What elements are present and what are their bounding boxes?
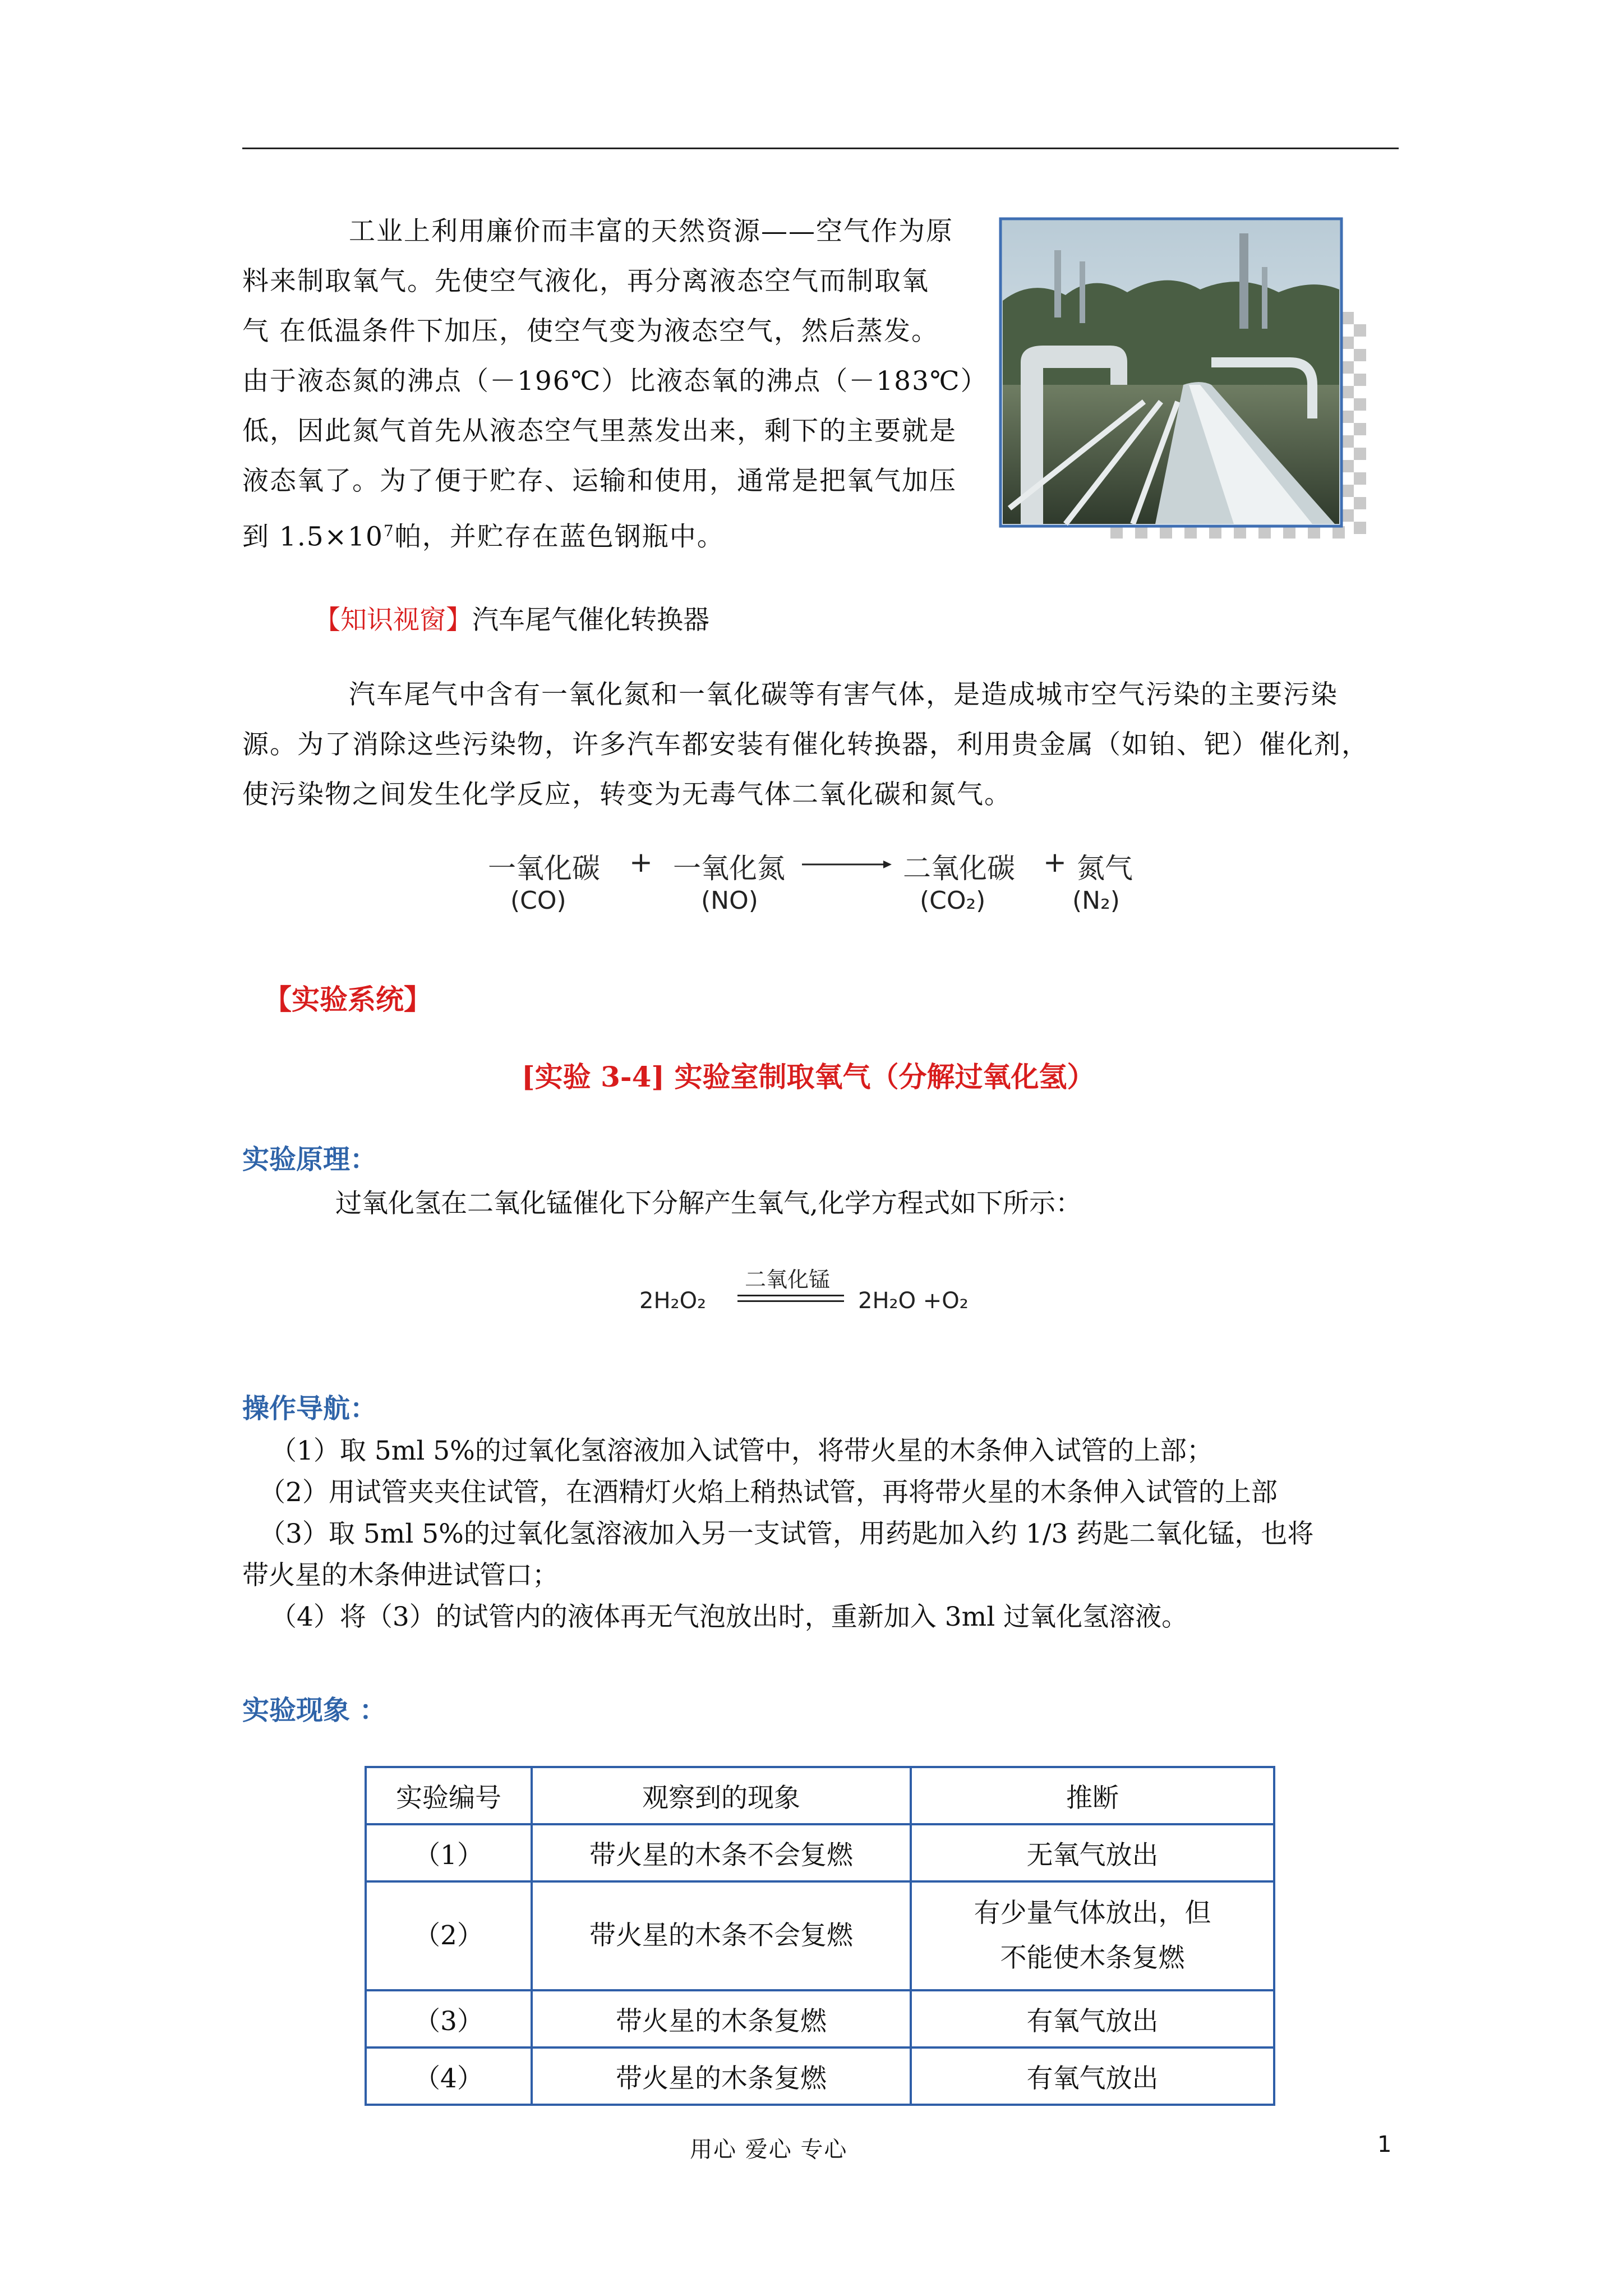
intro-line: 由于液态氮的沸点（－196℃）比液态氧的沸点（－183℃）: [242, 366, 988, 397]
column-header: 实验编号: [366, 1767, 532, 1824]
section-title: 【实验系统】: [264, 983, 432, 1016]
no-formula: (NO): [701, 886, 758, 915]
co-formula: (CO): [510, 886, 566, 915]
experiment-title: [实验 3-4] 实验室制取氧气（分解过氧化氢）: [522, 1060, 1095, 1093]
operation-step: （3）取 5ml 5%的过氧化氢溶液加入另一支试管，用药匙加入约 1/3 药匙二氧化锰，也将: [259, 1519, 1314, 1549]
intro-line: 低，因此氮气首先从液态空气里蒸发出来，剩下的主要就是: [242, 416, 957, 447]
intro-last-line: [242, 506, 983, 562]
cell-id: （1）: [366, 1824, 532, 1881]
principle-heading: 实验原理：: [242, 1144, 377, 1175]
equals-bar-bottom: [737, 1300, 844, 1302]
column-header: 观察到的现象: [532, 1767, 911, 1824]
reaction-arrow: [802, 856, 892, 873]
table-row: [366, 1881, 1274, 1990]
cell-observation: 带火星的木条复燃: [532, 1990, 911, 2047]
cell-inference: 无氧气放出: [911, 1824, 1274, 1881]
knowledge-window-tag: 【知识视窗】: [314, 605, 472, 636]
cell-observation: 带火星的木条复燃: [532, 2047, 911, 2105]
co-name: 一氧化碳: [488, 852, 600, 885]
intro-line: 工业上利用廉价而丰富的天然资源——空气作为原: [349, 216, 953, 247]
equals-bar-top: [737, 1295, 844, 1296]
paragraph-line: 源。为了消除这些污染物，许多汽车都安装有催化转换器，利用贵金属（如铂、钯）催化剂，: [242, 729, 1369, 760]
co2-formula: (CO₂): [920, 886, 986, 915]
plus-sign: +: [629, 846, 653, 878]
decomposition-equation: [639, 1262, 998, 1318]
oxygen-plant-photo: [998, 217, 1368, 542]
intro-line: 气 在低温条件下加压，使空气变为液态空气，然后蒸发。: [242, 316, 939, 347]
cell-inference: 有氧气放出: [911, 2047, 1274, 2105]
results-table: [365, 1766, 1275, 2106]
intro-line: 料来制取氧气。先使空气液化，再分离液态空气而制取氧: [242, 266, 929, 297]
paragraph-line: 使污染物之间发生化学反应，转变为无毒气体二氧化碳和氮气。: [242, 779, 1012, 810]
intro-last-suffix: 帕，并贮存在蓝色钢瓶中。: [394, 521, 725, 553]
catalytic-converter-paragraph: [242, 670, 1399, 820]
operation-step-continuation: 带火星的木条伸进试管口；: [242, 1560, 559, 1591]
intro-last-prefix: 到 1.5×10: [242, 521, 384, 553]
reactant: 2H₂O₂: [639, 1288, 707, 1314]
operation-step: （1）取 5ml 5%的过氧化氢溶液加入试管中，将带火星的木条伸入试管的上部；: [270, 1435, 1213, 1466]
intro-paragraph: [242, 206, 988, 562]
cell-observation: 带火星的木条不会复燃: [532, 1881, 911, 1990]
table-row: [366, 1990, 1274, 2047]
operations-list: [242, 1430, 1399, 1638]
column-header: 推断: [911, 1767, 1274, 1824]
no-name: 一氧化氮: [673, 852, 785, 885]
operation-step: （2）用试管夹夹住试管，在酒精灯火焰上稍热试管，再将带火星的木条伸入试管的上部: [259, 1477, 1278, 1508]
cell-id: （2）: [366, 1881, 532, 1990]
table-row: [366, 1824, 1274, 1881]
page-number: 1: [1377, 2132, 1392, 2157]
cell-inference: 有氧气放出: [911, 1990, 1274, 2047]
paragraph-line: 汽车尾气中含有一氧化氮和一氧化碳等有害气体，是造成城市空气污染的主要污染: [349, 679, 1338, 710]
catalytic-word-equation: [488, 846, 1138, 936]
knowledge-window-title: 汽车尾气催化转换器: [472, 605, 709, 636]
products: 2H₂O +O₂: [858, 1288, 969, 1314]
knowledge-window-heading: [314, 599, 709, 637]
footer-motto: 用心 爱心 专心: [690, 2137, 848, 2162]
n2-name: 氮气: [1077, 852, 1133, 885]
header-rule: [242, 148, 1399, 149]
table-row: [366, 2047, 1274, 2105]
cell-observation: 带火星的木条不会复燃: [532, 1824, 911, 1881]
operation-step: （4）将（3）的试管内的液体再无气泡放出时，重新加入 3ml 过氧化氢溶液。: [270, 1602, 1188, 1632]
inference-line: 不能使木条复燃: [1000, 1943, 1185, 1973]
inference-line: 有少量气体放出，但: [974, 1898, 1211, 1929]
plus-sign: +: [1043, 846, 1067, 878]
cell-inference: [911, 1881, 1274, 1990]
operations-heading: 操作导航：: [242, 1393, 377, 1424]
table-header-row: [366, 1767, 1274, 1824]
cell-id: （3）: [366, 1990, 532, 2047]
phenomena-heading: 实验现象 ：: [242, 1695, 386, 1726]
n2-formula: (N₂): [1072, 886, 1120, 915]
co2-name: 二氧化碳: [903, 852, 1015, 885]
intro-line: 液态氧了。为了便于贮存、运输和使用，通常是把氧气加压: [242, 466, 957, 496]
principle-text: 过氧化氢在二氧化锰催化下分解产生氧气,化学方程式如下所示：: [335, 1188, 1082, 1219]
cell-id: （4）: [366, 2047, 532, 2105]
catalyst-label: 二氧化锰: [745, 1267, 831, 1292]
intro-exponent: 7: [383, 522, 395, 540]
